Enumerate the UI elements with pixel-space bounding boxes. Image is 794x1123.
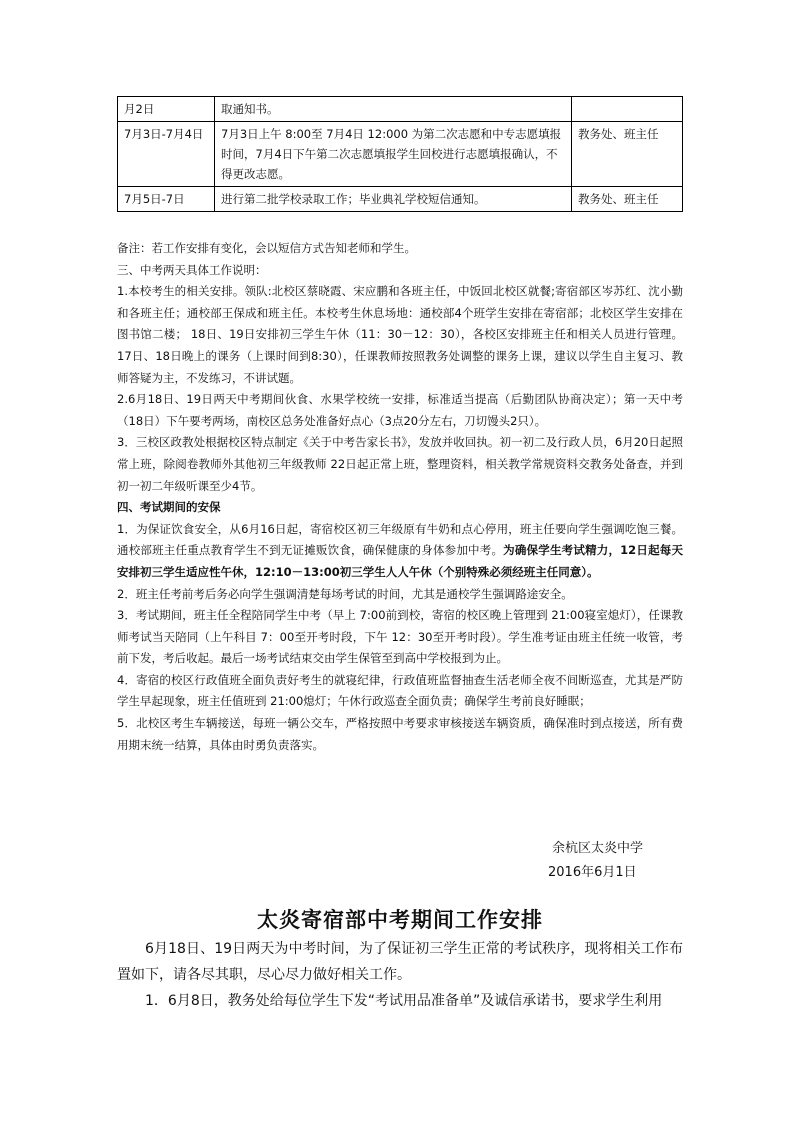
section4-item-4: 4．寄宿的校区行政值班全面负责好考生的就寝纪律，行政值班监督抽查生活老师全夜不间断巡查，尤其是严防学生早起现象，班主任值班到 21:00熄灯；午休行政巡查全面负责；确保学生考前良好睡眠； (117, 672, 683, 709)
section2-para-1: 6月18日、19日两天为中考时间，为了保证初三学生正常的考试秩序，现将相关工作布置如下，请各尽其职，尽心尽力做好相关工作。 (117, 941, 683, 983)
section4-item-1-text: 1．为保证饮食安全，从6月16日起，寄宿校区初三年级原有牛奶和点心停用，班主任要向学生强调吃饱三餐。通校部班主任重点教育学生不到无证摊贩饮食，确保健康的身体参加中考。 (117, 521, 683, 558)
section3-heading: 三、中考两天具体工作说明： (117, 262, 267, 277)
date-cell: 月2日 (118, 97, 215, 122)
date-cell: 7月5日-7日 (118, 187, 215, 212)
owner-cell: 教务处、班主任 (572, 122, 683, 187)
schedule-table (117, 96, 683, 212)
section4-item-1 (117, 519, 683, 584)
owner-cell (572, 97, 683, 122)
section4-item-5: 5．北校区考生车辆接送，每班一辆公交车，严格按照中考要求审核接送车辆资质，确保准时到点接送，所有费用期末统一结算，具体由时勇负责落实。 (117, 716, 683, 752)
content-cell: 进行第二批学校录取工作；毕业典礼学校短信通知。 (215, 187, 572, 212)
content-cell: 7月3日上午 8:00至 7月4日 12:000 为第二次志愿和中专志愿填报时间，7月4日下午第二次志愿填报学生回校进行志愿填报确认，不得更改志愿。 (215, 122, 572, 187)
section4-item-1-bold-text: 为确保学生考试精力，12日起每天安排初三学生适应性午休，12:10－13:00初三学生人人午休（个别特殊必须经班主任同意）。 (117, 543, 683, 579)
section2-body (117, 936, 683, 1014)
signature-date: 2016年6月1日 (548, 865, 637, 880)
section2-para-2: 1．6月8日，教务处给每位学生下发“考试用品准备单”及诚信承诺书，要求学生利用 (145, 993, 663, 1009)
table-row (118, 97, 683, 122)
content-cell: 取通知书。 (215, 97, 572, 122)
section3-item-1: 1.本校考生的相关安排。领队:北校区蔡晓霞、宋应鹏和各班主任，中饭回北校区就餐;寄宿部区岑苏红、沈小勤和各班主任；通校部王保成和班主任。本校考生休息场地：通校部4个班学生安排在寄宿部；北校区学生安排在图书馆二楼； 18日、19日安排初三学生午休（11：30－12：30），各校区安排班主任和相关人员进行管理。17日、18日晚上的课务（上课时间到8:30），任课教师按照教务处调整的课务上课，建议以学生自主复习、教师答疑为主，不发练习，不讲试题。 (117, 284, 683, 385)
owner-cell: 教务处、班主任 (572, 187, 683, 212)
remark-text: 备注：若工作安排有变化，会以短信方式告知老师和学生。 (117, 241, 416, 255)
notes-block (117, 238, 683, 756)
table-row (118, 187, 683, 212)
section4-heading: 四、考试期间的安保 (117, 500, 221, 515)
section4-item-3: 3．考试期间，班主任全程陪同学生中考（早上 7:00前到校，寄宿的校区晚上管理到 21:00寝室熄灯），任课教师考试当天陪同（上午科目 7：00至开考时段，下午 12：30至开考时段）。学生准考证由班主任统一收管，考前下发，考后收起。最后一场考试结束交由学生保管至到高中学校报到为止。 (117, 608, 683, 666)
signature-org: 余杭区太炎中学 (552, 841, 644, 856)
date-cell: 7月3日-7月4日 (118, 122, 215, 187)
section3-item-3: 3．三校区政教处根据校区特点制定《关于中考告家长书》，发放并收回执。初一初二及行政人员，6月20日起照常上班，除阅卷教师外其他初三年级教师 22日起正常上班，整理资料，相关教学常规资料交教务处备查，并到初一初二年级听课至少4节。 (117, 435, 683, 493)
table-row (118, 122, 683, 187)
section4-item-2: 2．班主任考前考后务必向学生强调清楚每场考试的时间，尤其是通校学生强调路途安全。 (117, 586, 573, 601)
section2-title: 太炎寄宿部中考期间工作安排 (257, 907, 543, 932)
section3-item-2: 2.6月18日、19日两天中考期间伙食、水果学校统一安排，标准适当提高（后勤团队协商决定）；第一天中考（18日）下午要考两场，南校区总务处准备好点心（3点20分左右，刀切馒头2只）。 (117, 392, 683, 428)
